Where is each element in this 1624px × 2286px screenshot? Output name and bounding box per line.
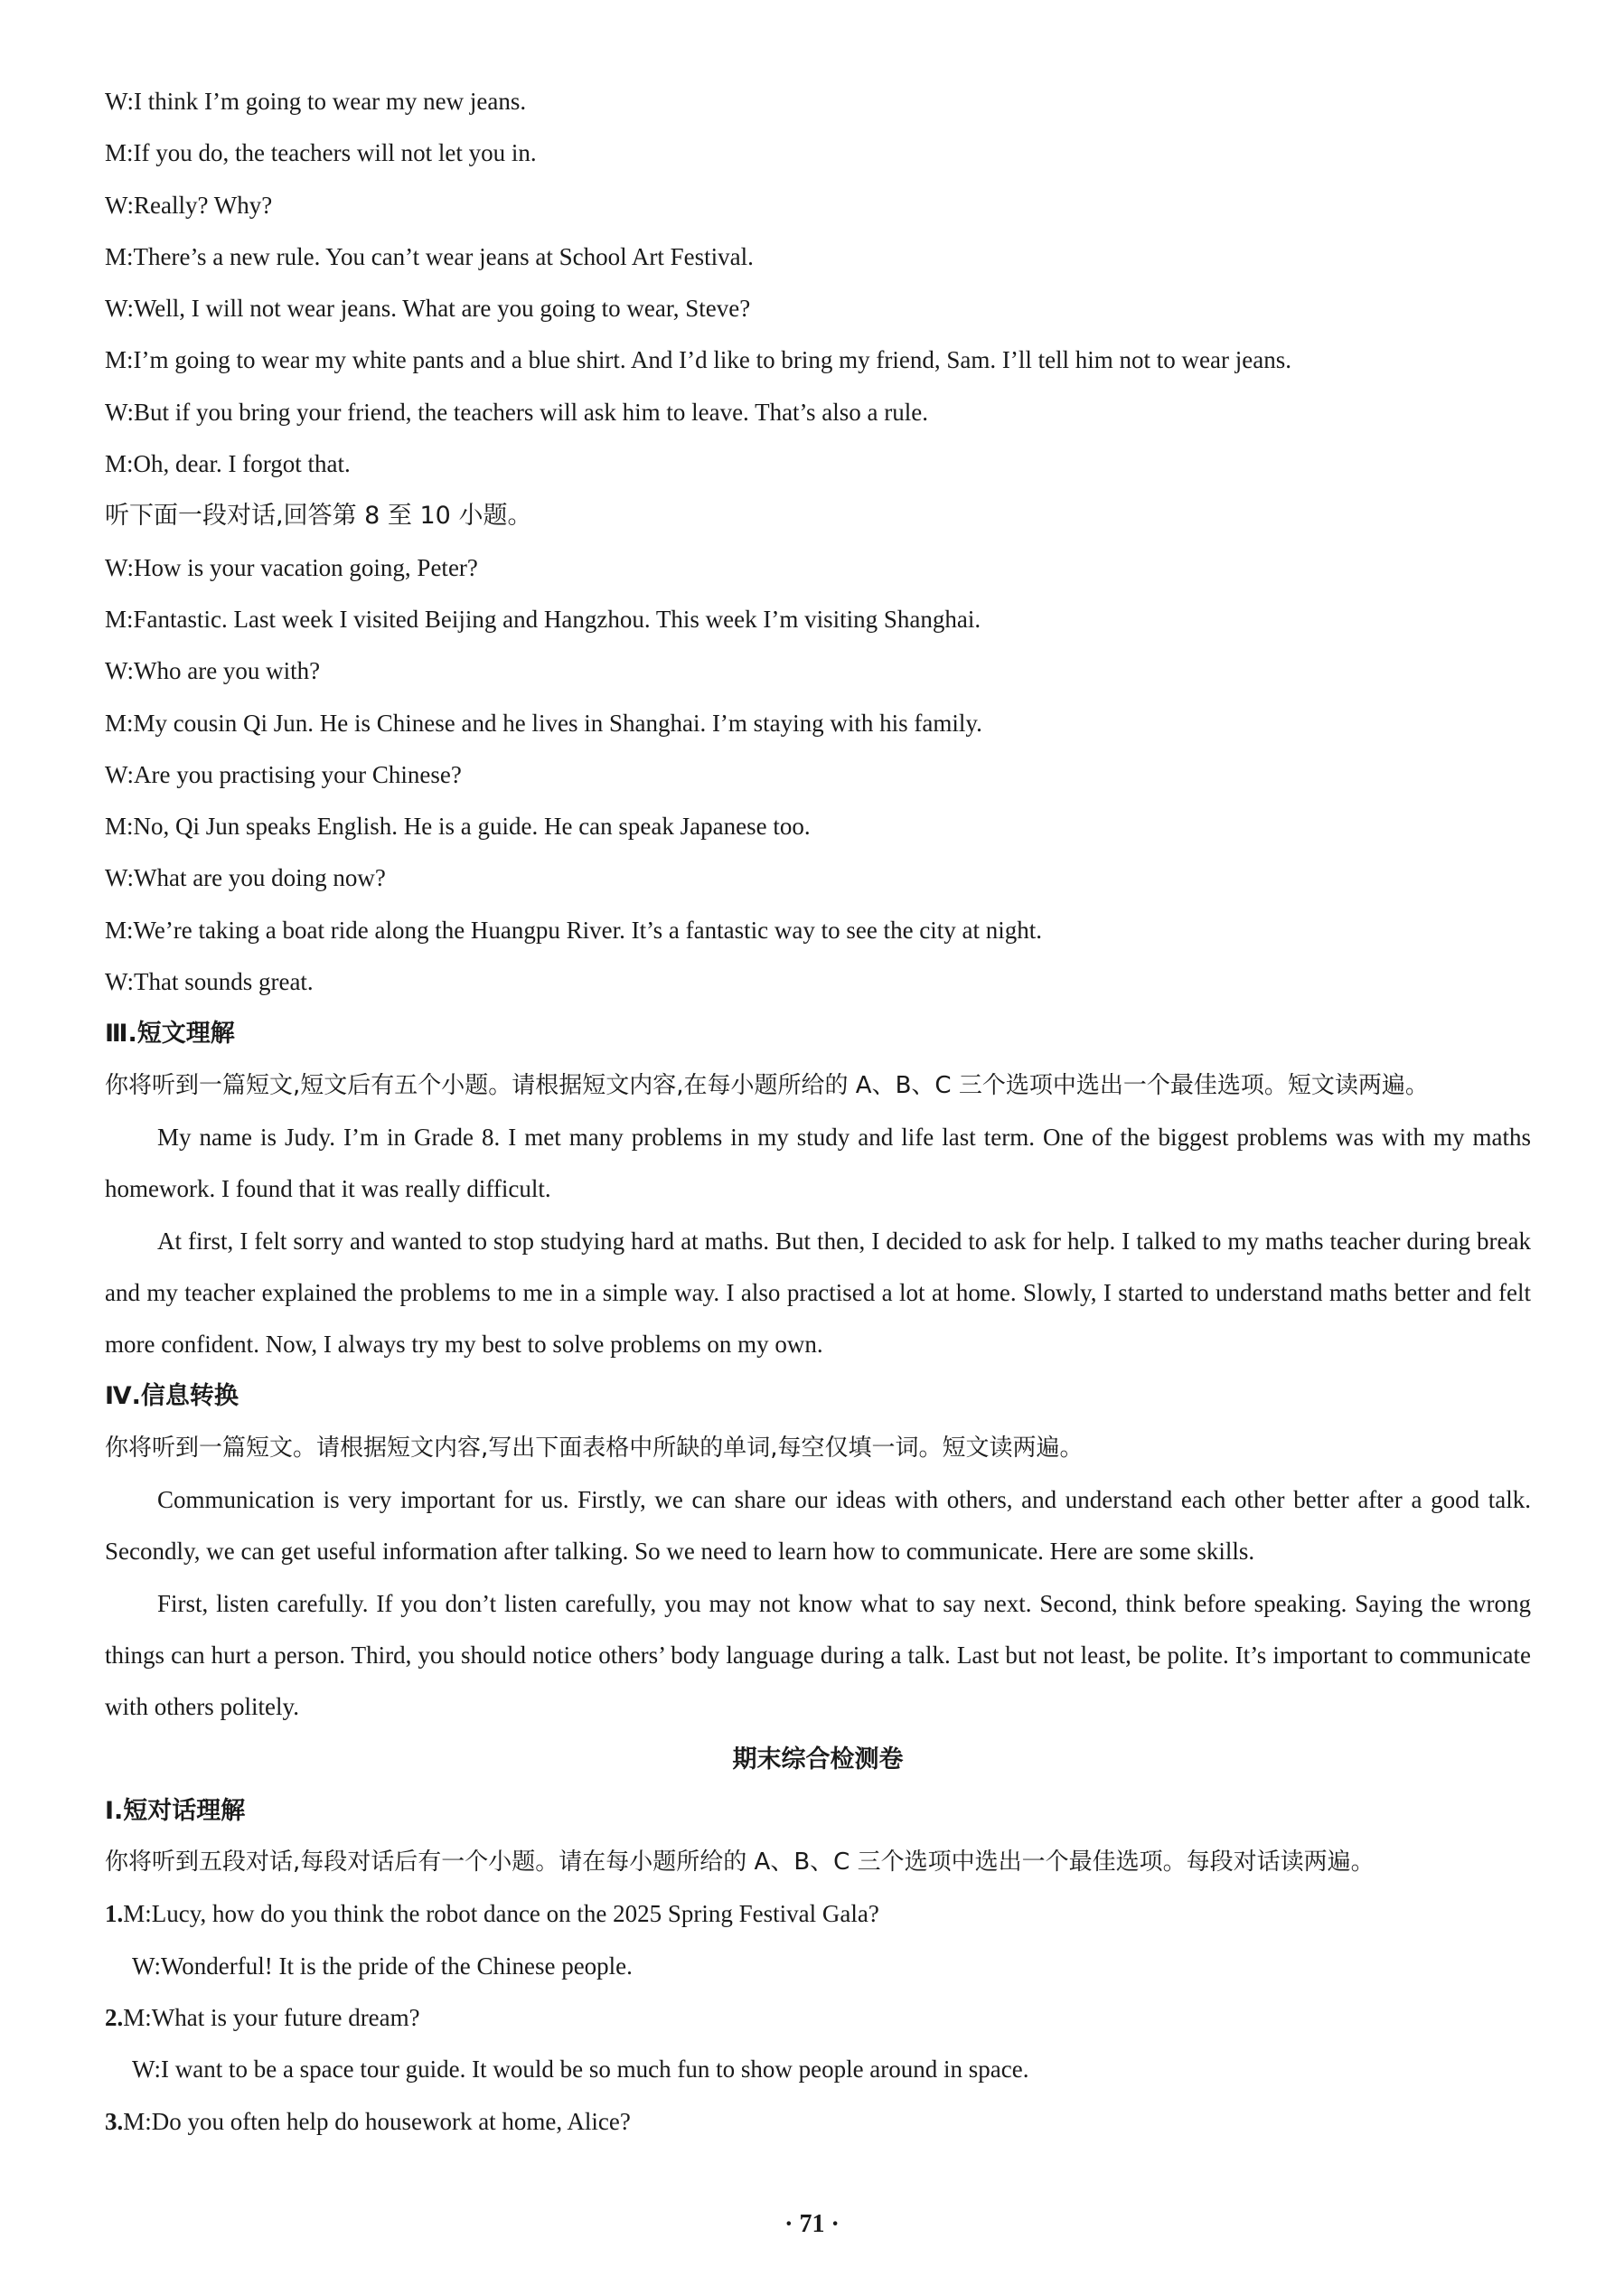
dialogue-line: M:What is your future dream?	[123, 2003, 420, 2031]
dialogue-line: W:I want to be a space tour guide. It would be so much fun to show people around in space.	[132, 2056, 1029, 2084]
dialogue-line: M:Fantastic. Last week I visited Beijing and Hangzhou. This week I’m visiting Shanghai.	[105, 605, 981, 633]
question-item	[105, 2096, 1531, 2148]
passage-paragraph: My name is Judy. I’m in Grade 8. I met many problems in my study and life last term. One of the biggest problems was with my maths homework. I found that it was really difficult.	[105, 1123, 1531, 1203]
dialogue-line: W:Wonderful! It is the pride of the Chinese people.	[132, 1952, 633, 1980]
dialogue-line: M:We’re taking a boat ride along the Huangpu River. It’s a fantastic way to see the city at night.	[105, 916, 1043, 944]
passage-paragraph: First, listen carefully. If you don’t listen carefully, you may not know what to say next. Second, think before speaking. Saying the wrong things can hurt a person. Third, you should notice others’ body language during a talk. Last but not least, be polite. It’s important to communicate with others politely.	[105, 1589, 1531, 1721]
question-number: 3.	[105, 2107, 124, 2135]
dialogue-line: M:Lucy, how do you think the robot dance on the 2025 Spring Festival Gala?	[123, 1900, 879, 1928]
dialogue-b	[105, 542, 1531, 1009]
dialogue-line: M:My cousin Qi Jun. He is Chinese and he lives in Shanghai. I’m staying with his family.	[105, 709, 982, 737]
dialogue-b-intro: 听下面一段对话,回答第 8 至 10 小题。	[105, 502, 532, 531]
dialogue-line: W:Really? Why?	[105, 191, 273, 219]
question-number: 1.	[105, 1900, 124, 1928]
question-number: 2.	[105, 2003, 124, 2031]
dialogue-line: M:Do you often help do housework at home, Alice?	[123, 2107, 631, 2135]
passage-paragraph: Communication is very important for us. Firstly, we can share our ideas with others, and understand each other better after a good talk. Secondly, we can get useful information after talking. So we need to learn how to communicate. Here are some skills.	[105, 1486, 1531, 1566]
passage-paragraph: At first, I felt sorry and wanted to stop studying hard at maths. But then, I decided to ask for help. I talked to my maths teacher during break and my teacher explained the problems to me in a simple way. I also practised a lot at home. Slowly, I started to understand maths better and felt more confident. Now, I always try my best to solve problems on my own.	[105, 1227, 1531, 1359]
section-instruction: 你将听到五段对话,每段对话后有一个小题。请在每小题所给的 A、B、C 三个选项中选出一个最佳选项。每段对话读两遍。	[105, 1849, 1375, 1877]
dialogue-line: W:Who are you with?	[105, 657, 321, 685]
dialogue-a	[105, 76, 1531, 490]
dialogue-line: W:Are you practising your Chinese?	[105, 760, 462, 788]
dialogue-line: W:Well, I will not wear jeans. What are you going to wear, Steve?	[105, 295, 751, 323]
dialogue-line: M:There’s a new rule. You can’t wear jeans at School Art Festival.	[105, 242, 754, 270]
page-content	[105, 76, 1531, 2148]
dialogue-line: W:What are you doing now?	[105, 864, 386, 892]
question-item	[105, 1992, 1531, 2096]
page-number: · 71 ·	[784, 2210, 840, 2238]
dialogue-line: M:No, Qi Jun speaks English. He is a guide. He can speak Japanese too.	[105, 813, 811, 841]
section-instruction: 你将听到一篇短文,短文后有五个小题。请根据短文内容,在每小题所给的 A、B、C 三个选项中选出一个最佳选项。短文读两遍。	[105, 1071, 1429, 1099]
section-heading: Ⅲ.短文理解	[105, 1020, 235, 1049]
exam-title: 期末综合检测卷	[732, 1745, 904, 1773]
section-heading: Ⅳ.信息转换	[105, 1382, 239, 1411]
section-instruction: 你将听到一篇短文。请根据短文内容,写出下面表格中所缺的单词,每空仅填一词。短文读两遍。	[105, 1434, 1084, 1462]
question-item	[105, 1888, 1531, 1992]
dialogue-line: M:If you do, the teachers will not let you in.	[105, 139, 537, 167]
dialogue-line: W:How is your vacation going, Peter?	[105, 553, 478, 581]
dialogue-line: W:That sounds great.	[105, 968, 314, 996]
dialogue-line: M:I’m going to wear my white pants and a blue shirt. And I’d like to bring my friend, Sam. I’ll tell him not to wear jeans.	[105, 346, 1291, 374]
dialogue-line: W:I think I’m going to wear my new jeans.	[105, 88, 527, 115]
dialogue-line: M:Oh, dear. I forgot that.	[105, 450, 351, 478]
dialogue-line: W:But if you bring your friend, the teachers will ask him to leave. That’s also a rule.	[105, 398, 929, 426]
section-heading: Ⅰ.短对话理解	[105, 1796, 246, 1825]
